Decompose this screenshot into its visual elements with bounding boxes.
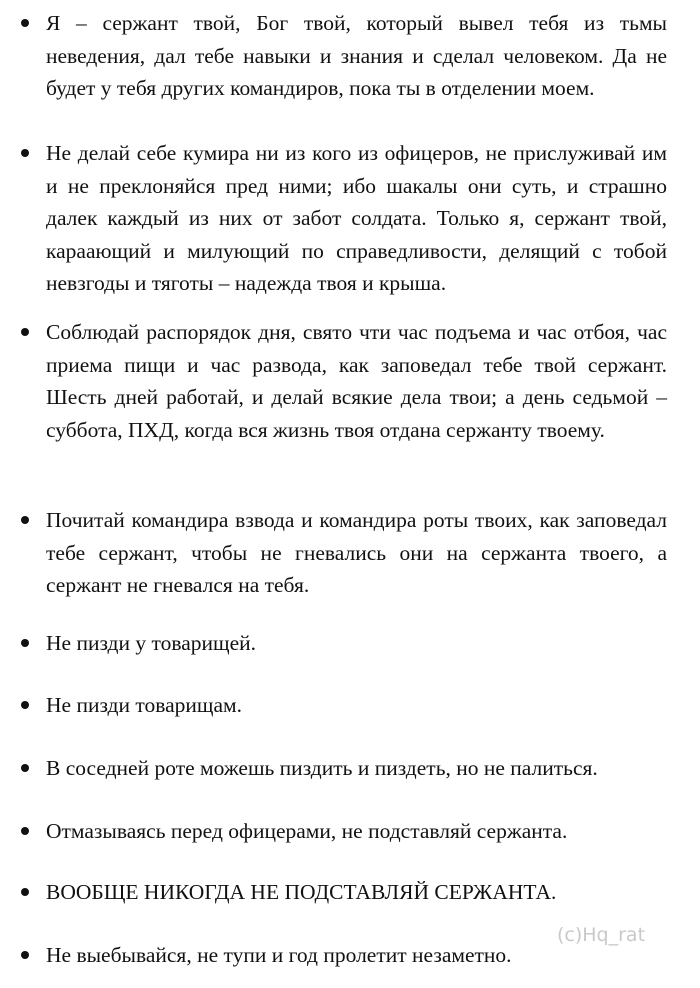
list-item (46, 137, 667, 300)
list-item (46, 504, 667, 602)
list-item (46, 876, 667, 909)
list-item (46, 7, 667, 105)
bullet-icon (21, 888, 29, 896)
bullet-icon (21, 328, 29, 336)
bullet-icon (21, 827, 29, 835)
list-item-text: Почитай командира взвода и командира роты твоих, как заповедал тебе сержант, чтобы не гневались они на сержанта твоего, а сержант не гневался на тебя. (46, 508, 667, 597)
list-item-text: ВООБЩЕ НИКОГДА НЕ ПОДСТАВЛЯЙ СЕРЖАНТА. (46, 880, 557, 904)
bullet-icon (21, 701, 29, 709)
list-item (46, 316, 667, 446)
watermark: (c)Hq_rat (557, 924, 646, 946)
list-item-text: Я – сержант твой, Бог твой, который вывел тебя из тьмы неведения, дал тебе навыки и знания и сделал человеком. Да не будет у тебя других командиров, пока ты в отделении моем. (46, 11, 667, 100)
list-item-text: Не выебывайся, не тупи и год пролетит незаметно. (46, 943, 512, 967)
bullet-icon (21, 639, 29, 647)
list-item-text: Не пизди товарищам. (46, 693, 242, 717)
list-item-text: Не пизди у товарищей. (46, 631, 257, 655)
list-item (46, 627, 667, 660)
bullet-icon (21, 516, 29, 524)
bullet-icon (21, 19, 29, 27)
bullet-icon (21, 149, 29, 157)
list-item (46, 752, 667, 785)
list-item-text: В соседней роте можешь пиздить и пиздеть, но не палиться. (46, 756, 598, 780)
list-item (46, 815, 667, 848)
list-item (46, 689, 667, 722)
list-item-text: Не делай себе кумира ни из кого из офицеров, не прислуживай им и не преклоняйся пред ними; ибо шакалы они суть, и страшно далек каждый из них от забот солдата. Только я, сержант твой, караающий и милующий по справедливости, делящий с тобой невзгоды и тяготы – надежда твоя и крыша. (46, 141, 667, 295)
bullet-icon (21, 764, 29, 772)
list-item-text: Соблюдай распорядок дня, свято чти час подъема и час отбоя, час приема пищи и час развода, как заповедал тебе твой сержант. Шесть дней работай, и делай всякие дела твои; а день седьмой – суббота, ПХД, когда вся жизнь твоя отдана сержанту твоему. (46, 320, 667, 442)
list-item-text: Отмазываясь перед офицерами, не подставляй сержанта. (46, 819, 568, 843)
bullet-icon (21, 951, 29, 959)
